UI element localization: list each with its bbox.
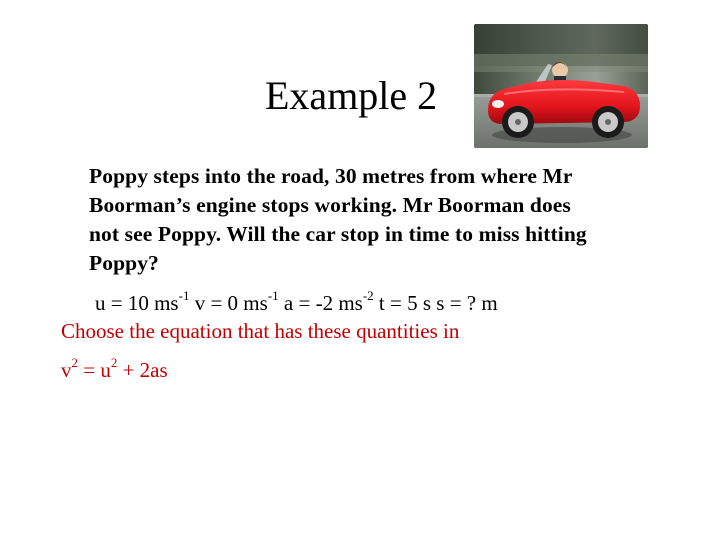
quantity-a: a = -2 ms bbox=[278, 291, 363, 315]
quantity-t-s: t = 5 s s = ? m bbox=[373, 291, 498, 315]
quantity-u: u = 10 ms bbox=[95, 291, 179, 315]
slide-title: Example 2 bbox=[265, 73, 438, 118]
equation-middle: = u bbox=[78, 358, 111, 382]
paragraph-line: Boorman’s engine stops working. Mr Boorman does bbox=[89, 193, 571, 217]
equation-u-exponent: 2 bbox=[110, 355, 118, 370]
car-photo bbox=[474, 24, 648, 148]
selected-equation bbox=[61, 351, 168, 384]
quantity-a-exponent: -2 bbox=[362, 288, 374, 303]
quantity-v-exponent: -1 bbox=[267, 288, 279, 303]
problem-paragraph bbox=[89, 162, 649, 278]
equation-v-exponent: 2 bbox=[71, 355, 78, 370]
equation-tail: + 2as bbox=[117, 358, 168, 382]
equation-v: v bbox=[61, 358, 72, 382]
quantity-v: v = 0 ms bbox=[189, 291, 268, 315]
known-quantities bbox=[95, 284, 498, 317]
quantity-u-exponent: -1 bbox=[178, 288, 190, 303]
instruction-text: Choose the equation that has these quantities in bbox=[61, 319, 460, 343]
paragraph-line: Poppy? bbox=[89, 251, 159, 275]
paragraph-line: not see Poppy. Will the car stop in time to miss hitting bbox=[89, 222, 587, 246]
red-sports-car-photo-icon bbox=[474, 24, 648, 148]
paragraph-line: Poppy steps into the road, 30 metres from where Mr bbox=[89, 164, 573, 188]
